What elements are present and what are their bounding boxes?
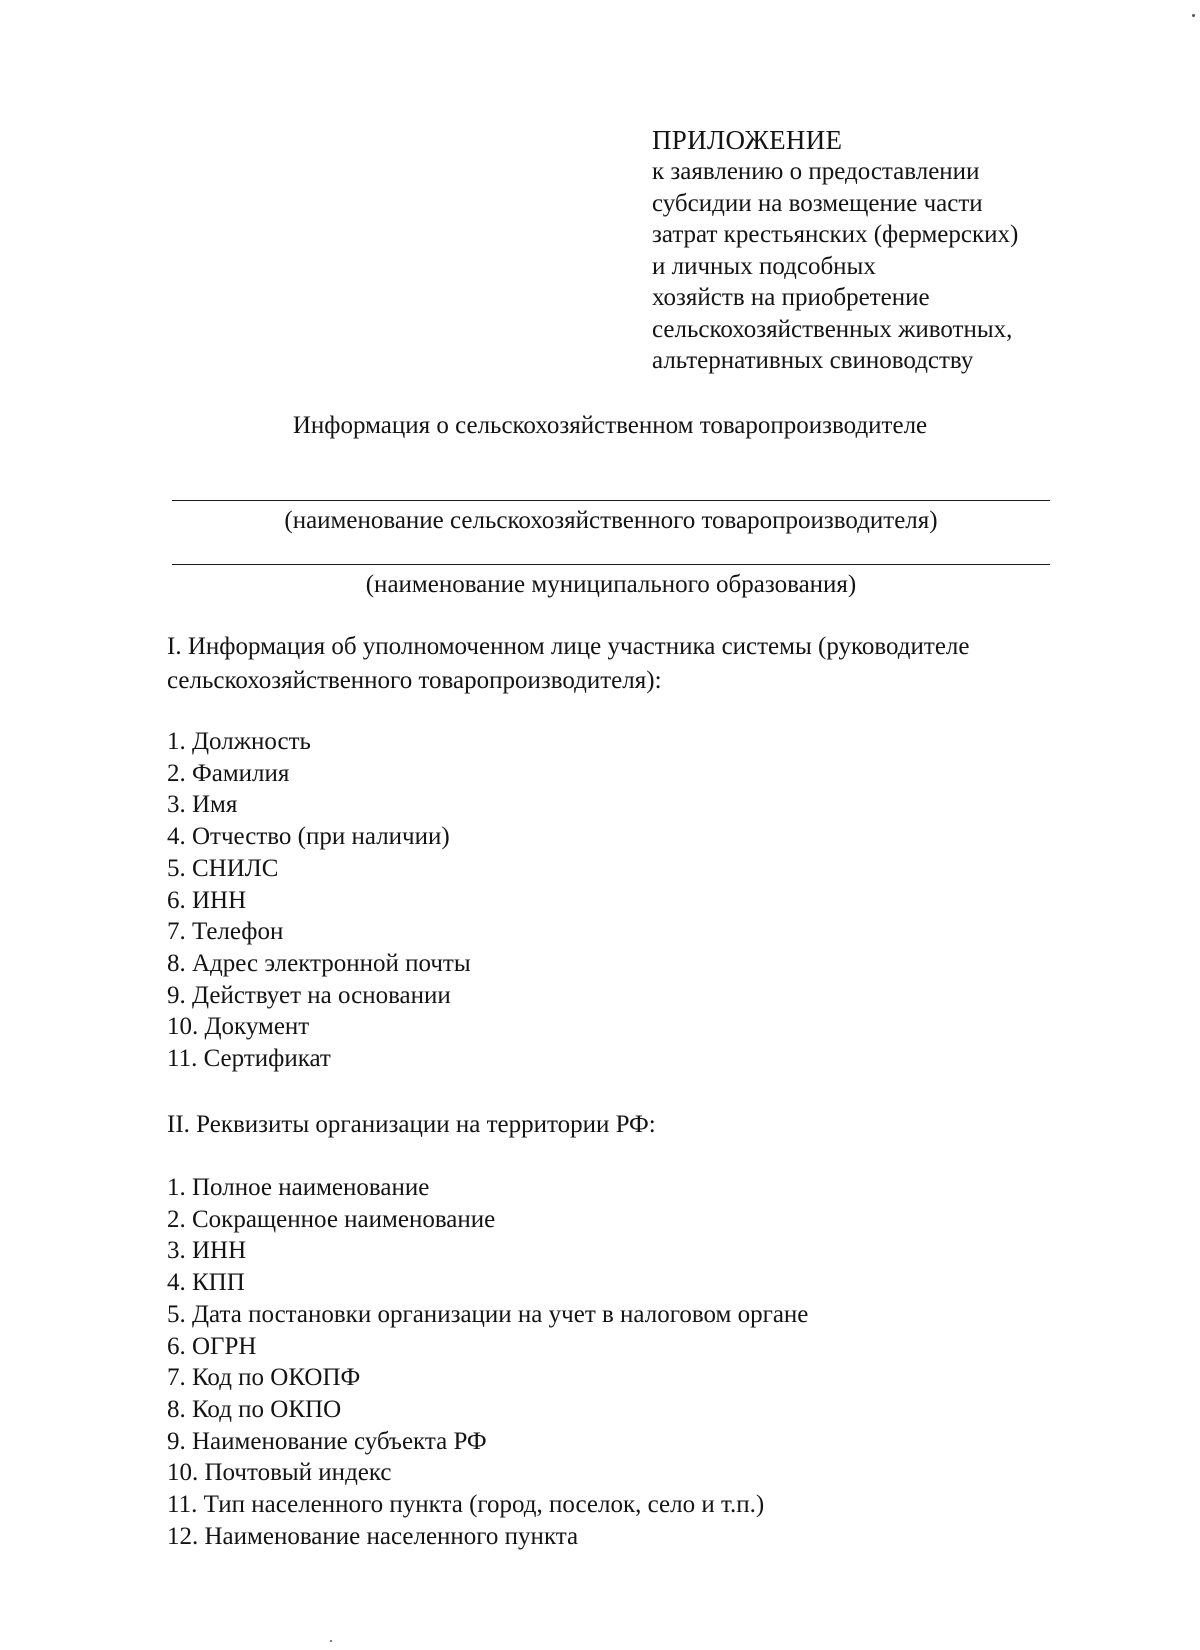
producer-name-fill-line[interactable] — [172, 500, 1050, 501]
municipality-fill-line[interactable] — [172, 564, 1050, 565]
list-item: 11. Сертификат — [167, 1045, 331, 1073]
appendix-line: альтернативных свиноводству — [652, 347, 974, 374]
municipality-caption: (наименование муниципального образования) — [365, 571, 857, 598]
appendix-line: субсидии на возмещение части — [652, 189, 983, 217]
producer-name-caption: (наименование сельскохозяйственного товаропроизводителя) — [284, 507, 938, 534]
list-item: 10. Документ — [167, 1013, 310, 1041]
section-1-heading-line: сельскохозяйственного товаропроизводителя): — [167, 667, 662, 694]
list-item: 5. Дата постановки организации на учет в налоговом органе — [167, 1300, 809, 1328]
appendix-line: к заявлению о предоставлении — [652, 158, 980, 185]
list-item: 10. Почтовый индекс — [167, 1459, 392, 1487]
list-item: 8. Адрес электронной почты — [167, 949, 471, 977]
list-item: 12. Наименование населенного пункта — [167, 1522, 579, 1550]
document-title: Информация о сельскохозяйственном товаропроизводителе — [292, 412, 928, 439]
list-item: 3. Имя — [167, 791, 238, 819]
section-2-heading: II. Реквизиты организации на территории РФ: — [167, 1111, 656, 1138]
list-item: 4. КПП — [167, 1269, 245, 1297]
section-1-list — [167, 726, 1067, 1075]
list-item: 3. ИНН — [167, 1237, 247, 1265]
list-item: 6. ИНН — [167, 886, 247, 914]
appendix-line: хозяйств на приобретение — [652, 284, 930, 311]
appendix-line: сельскохозяйственных животных, — [652, 315, 1013, 343]
scan-speck — [330, 1640, 332, 1642]
list-item: 8. Код по ОКПО — [167, 1395, 342, 1423]
section-1-heading — [167, 630, 1067, 698]
list-item: 1. Должность — [167, 728, 311, 755]
appendix-header — [652, 124, 1092, 377]
list-item: 6. ОГРН — [167, 1332, 257, 1360]
list-item: 4. Отчество (при наличии) — [167, 823, 450, 851]
list-item: 11. Тип населенного пункта (город, поселок, село и т.п.) — [167, 1491, 765, 1519]
section-1-heading-line: I. Информация об уполномоченном лице участника системы (руководителе — [167, 633, 970, 660]
scan-speck — [1192, 14, 1195, 17]
appendix-line: и личных подсобных — [652, 252, 876, 280]
list-item: 7. Телефон — [167, 918, 284, 946]
list-item: 1. Полное наименование — [167, 1174, 430, 1201]
appendix-line: затрат крестьянских (фермерских) — [652, 221, 1019, 248]
section-2-list — [167, 1172, 1067, 1552]
appendix-subtitle — [652, 156, 1092, 377]
list-item: 9. Наименование субъекта РФ — [167, 1427, 487, 1455]
appendix-title: ПРИЛОЖЕНИЕ — [652, 125, 843, 155]
list-item: 2. Сокращенное наименование — [167, 1205, 496, 1233]
list-item: 9. Действует на основании — [167, 981, 451, 1009]
list-item: 5. СНИЛС — [167, 854, 279, 882]
list-item: 7. Код по ОКОПФ — [167, 1364, 361, 1392]
list-item: 2. Фамилия — [167, 759, 290, 787]
